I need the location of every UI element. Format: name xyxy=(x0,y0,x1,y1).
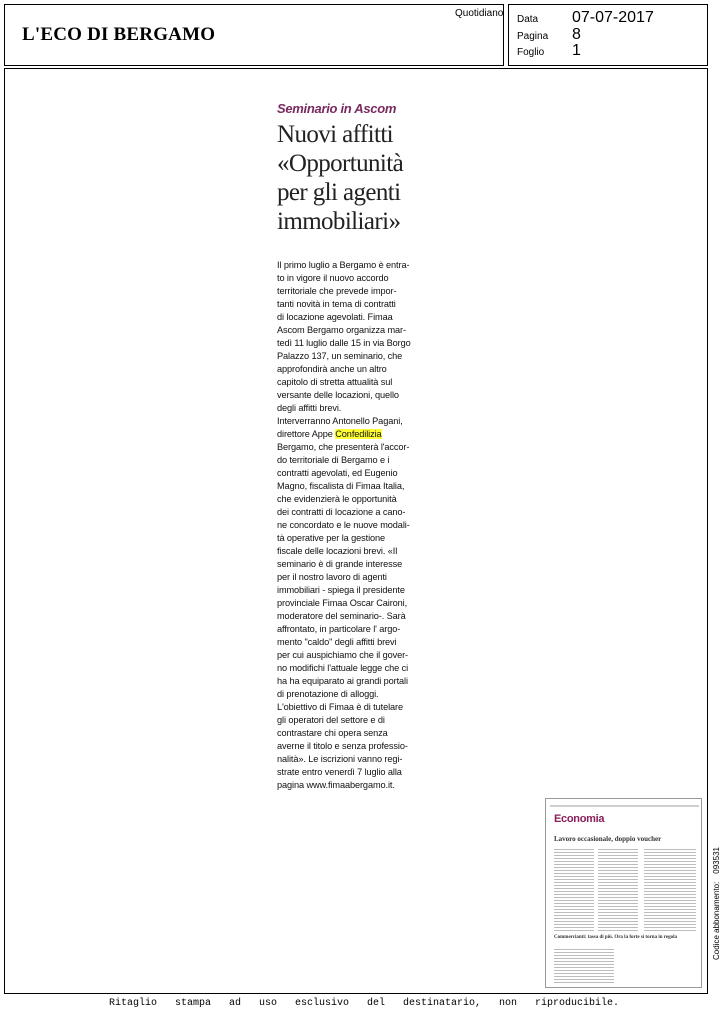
body-line: Magno, fiscalista di Fimaa Italia, xyxy=(277,481,405,491)
thumb-text-line xyxy=(554,903,594,904)
footer-notice: Ritaglio stampa ad uso esclusivo del destinatario, non riproducibile. xyxy=(108,998,620,1009)
thumb-text-line xyxy=(644,873,696,874)
subscription-code xyxy=(712,847,721,960)
body-line: di locazione agevolati. Fimaa xyxy=(277,312,393,322)
thumb-text-line xyxy=(598,861,638,862)
thumb-text-line xyxy=(644,864,696,865)
thumb-text-line xyxy=(598,879,638,880)
thumb-text-line xyxy=(554,876,594,877)
date-value: 07-07-2017 xyxy=(572,9,654,26)
highlighted-keyword: Confedilizia xyxy=(335,429,382,439)
thumb-text-line xyxy=(644,867,696,868)
thumb-text-line xyxy=(554,888,594,889)
headline-line: «Opportunità xyxy=(277,150,404,177)
thumb-text-line xyxy=(644,849,696,850)
page-thumbnail xyxy=(545,798,702,988)
sheet-value: 1 xyxy=(572,42,581,59)
thumb-text-line xyxy=(598,891,638,892)
body-line: strate entro venerdì 7 luglio alla xyxy=(277,767,402,777)
thumb-text-line xyxy=(644,906,696,907)
body-line: gli operatori del settore e di xyxy=(277,715,385,725)
thumb-text-line xyxy=(644,927,696,928)
body-line: moderatore del seminario-. Sarà xyxy=(277,611,406,621)
thumb-text-line xyxy=(554,882,594,883)
date-label: Data xyxy=(517,14,539,25)
thumb-text-line xyxy=(644,870,696,871)
thumb-text-line xyxy=(644,903,696,904)
meta-row-date xyxy=(517,9,707,25)
thumb-text-line xyxy=(644,855,696,856)
thumb-text-line xyxy=(644,930,696,931)
thumb-headline: Lavoro occasionale, doppio voucher xyxy=(554,835,662,843)
body-line: di prenotazione di alloggi. xyxy=(277,689,379,699)
sheet-label: Foglio xyxy=(517,47,545,58)
subscription-code-number: 093531 xyxy=(712,847,721,874)
thumb-text-line xyxy=(598,921,638,922)
thumb-text-line xyxy=(598,930,638,931)
thumb-text-line xyxy=(554,970,614,971)
thumb-text-line xyxy=(554,967,614,968)
thumb-text-line xyxy=(598,864,638,865)
body-line: pagina www.fimaabergamo.it. xyxy=(277,780,395,790)
thumb-text-line xyxy=(644,924,696,925)
thumb-text-line xyxy=(554,906,594,907)
thumb-text-line xyxy=(554,849,594,850)
body-line: provinciale Fimaa Oscar Caironi, xyxy=(277,598,408,608)
thumb-text-line xyxy=(644,921,696,922)
thumb-text-line xyxy=(554,918,594,919)
thumb-text-line xyxy=(598,924,638,925)
thumb-text-line xyxy=(554,879,594,880)
thumb-text-line xyxy=(644,897,696,898)
body-line: capitolo di stretta attualità sul xyxy=(277,377,393,387)
thumb-text-line xyxy=(598,909,638,910)
thumb-text-line xyxy=(554,964,614,965)
thumb-text-line xyxy=(554,955,614,956)
body-line: dei contratti di locazione a cano- xyxy=(277,507,406,517)
body-line: affrontato, in particolare l' argo- xyxy=(277,624,401,634)
thumb-section-title: Economia xyxy=(554,813,605,825)
thumb-text-line xyxy=(644,912,696,913)
thumb-text-line xyxy=(554,864,594,865)
body-line: che evidenzierà le opportunità xyxy=(277,494,397,504)
thumb-text-line xyxy=(554,861,594,862)
body-line: averne il titolo e senza professio- xyxy=(277,741,408,751)
body-line: seminario è di grande interesse xyxy=(277,559,403,569)
body-line: nalità». Le iscrizioni vanno regi- xyxy=(277,754,403,764)
body-line: Il primo luglio a Bergamo è entra- xyxy=(277,260,410,270)
body-line: per il nostro lavoro di agenti xyxy=(277,572,387,582)
thumb-text-line xyxy=(598,849,638,850)
thumb-text-line xyxy=(554,979,614,980)
thumb-text-line xyxy=(554,912,594,913)
thumb-text-line xyxy=(554,900,594,901)
thumb-text-line xyxy=(644,894,696,895)
thumb-text-line xyxy=(598,912,638,913)
body-line: Ascom Bergamo organizza mar- xyxy=(277,325,406,335)
thumb-text-line xyxy=(598,915,638,916)
body-line: degli affitti brevi. xyxy=(277,403,342,413)
thumb-text-line xyxy=(644,876,696,877)
thumb-text-line xyxy=(554,873,594,874)
thumb-text-line xyxy=(598,903,638,904)
thumb-text-line xyxy=(598,927,638,928)
thumb-text-line xyxy=(554,915,594,916)
thumb-text-line xyxy=(554,909,594,910)
thumb-text-line xyxy=(554,885,594,886)
thumb-text-line xyxy=(644,885,696,886)
thumb-text-line xyxy=(554,949,614,950)
thumb-text-line xyxy=(554,976,614,977)
thumb-text-line xyxy=(554,897,594,898)
thumb-text-line xyxy=(554,867,594,868)
article-headline xyxy=(277,120,457,236)
article-body xyxy=(277,259,437,792)
thumb-text-line xyxy=(554,921,594,922)
body-line: Bergamo, che presenterà l'accor- xyxy=(277,442,410,452)
body-line: mento "caldo" degli affitti brevi xyxy=(277,637,397,647)
thumb-text-line xyxy=(598,885,638,886)
body-line: L'obiettivo di Fimaa è di tutelare xyxy=(277,702,404,712)
thumb-text-line xyxy=(554,870,594,871)
thumb-text-line xyxy=(644,882,696,883)
thumb-subheadline: Commercianti: tassa di più. Ora la forte si torna in regola xyxy=(554,935,677,940)
thumb-text-line xyxy=(644,888,696,889)
thumb-text-line xyxy=(598,900,638,901)
body-line: no modifichi l'attuale legge che ci xyxy=(277,663,409,673)
thumb-text-line xyxy=(598,894,638,895)
thumb-text-line xyxy=(644,909,696,910)
thumb-text-line xyxy=(554,852,594,853)
body-line: territoriale che prevede impor- xyxy=(277,286,397,296)
subscription-code-label: Codice abbonamento: xyxy=(712,881,721,960)
thumb-top-rule xyxy=(550,805,699,807)
thumb-text-line xyxy=(554,855,594,856)
body-line: ha ha equiparato ai grandi portali xyxy=(277,676,408,686)
body-line: per cui auspichiamo che il gover- xyxy=(277,650,409,660)
body-line: immobiliari - spiega il presidente xyxy=(277,585,405,595)
page-value: 8 xyxy=(572,26,581,43)
thumb-text-line xyxy=(598,852,638,853)
thumb-text-line xyxy=(554,961,614,962)
body-line: do territoriale di Bergamo e i xyxy=(277,455,390,465)
thumb-text-line xyxy=(554,930,594,931)
thumb-text-line xyxy=(554,927,594,928)
thumb-text-line xyxy=(644,891,696,892)
thumb-text-line xyxy=(598,876,638,877)
thumb-text-line xyxy=(554,891,594,892)
body-line: fiscale delle locazioni brevi. «Il xyxy=(277,546,398,556)
thumb-text-line xyxy=(644,900,696,901)
thumb-text-line xyxy=(644,915,696,916)
article-kicker: Seminario in Ascom xyxy=(277,101,397,116)
thumb-text-line xyxy=(598,873,638,874)
thumb-text-line xyxy=(598,888,638,889)
meta-row-page xyxy=(517,26,707,42)
thumb-text-line xyxy=(598,855,638,856)
thumb-text-line xyxy=(598,870,638,871)
body-line: versante delle locazioni, quello xyxy=(277,390,399,400)
frequency-label: Quotidiano xyxy=(455,8,504,19)
thumb-text-line xyxy=(644,861,696,862)
thumb-text-line xyxy=(554,894,594,895)
headline-line: Nuovi affitti xyxy=(277,121,394,148)
thumb-text-line xyxy=(644,918,696,919)
body-line: Palazzo 137, un seminario, che xyxy=(277,351,403,361)
body-line: contratti agevolati, ed Eugenio xyxy=(277,468,398,478)
masthead: L'ECO DI BERGAMO xyxy=(22,24,216,45)
headline-line: per gli agenti xyxy=(277,179,401,206)
body-line: contrastare chi opera senza xyxy=(277,728,388,738)
thumb-text-line xyxy=(644,879,696,880)
body-line: approfondirà anche un altro xyxy=(277,364,387,374)
thumb-text-line xyxy=(598,918,638,919)
headline-line: immobiliari» xyxy=(277,208,401,235)
body-line: tedì 11 luglio dalle 15 in via Borgo xyxy=(277,338,411,348)
thumb-text-line xyxy=(554,858,594,859)
body-line: to in vigore il nuovo accordo xyxy=(277,273,389,283)
thumb-text-line xyxy=(598,858,638,859)
thumb-text-line xyxy=(644,852,696,853)
thumb-text-line xyxy=(554,958,614,959)
thumb-text-line xyxy=(554,924,594,925)
header-meta-box xyxy=(508,4,708,66)
meta-row-sheet xyxy=(517,42,707,58)
thumb-text-line xyxy=(598,867,638,868)
body-line: ne concordato e le nuove modali- xyxy=(277,520,410,530)
thumb-text-line xyxy=(554,982,614,983)
page-label: Pagina xyxy=(517,31,549,42)
thumb-text-line xyxy=(644,858,696,859)
thumb-text-line xyxy=(598,906,638,907)
body-line: Interverranno Antonello Pagani, xyxy=(277,416,403,426)
body-line: direttore Appe Confedilizia xyxy=(277,429,382,439)
body-line: tanti novità in tema di contratti xyxy=(277,299,396,309)
thumb-text-line xyxy=(554,973,614,974)
body-line: tà operative per la gestione xyxy=(277,533,386,543)
thumb-text-line xyxy=(554,952,614,953)
thumb-text-line xyxy=(598,897,638,898)
thumb-text-line xyxy=(598,882,638,883)
